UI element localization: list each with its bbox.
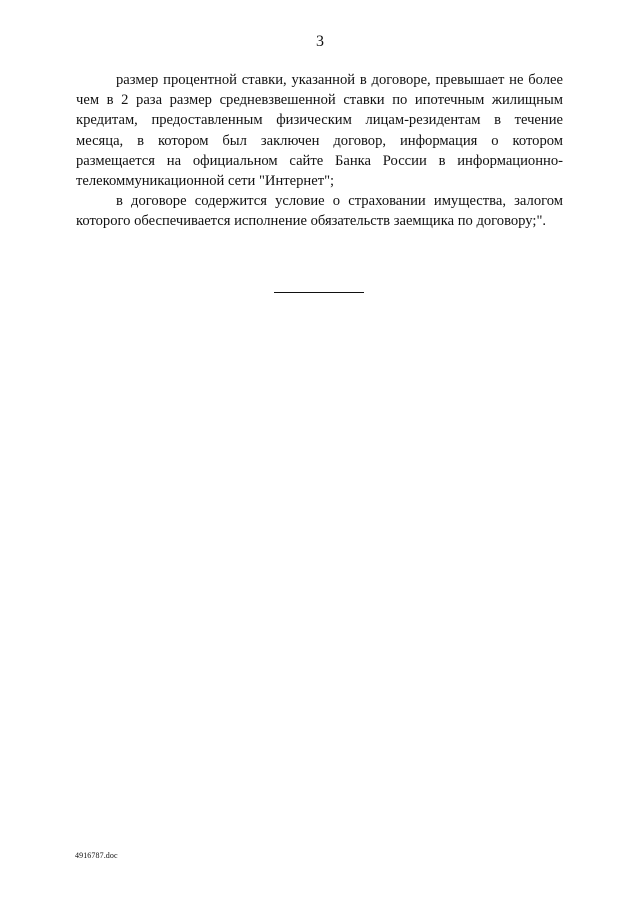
page-number: 3	[316, 33, 324, 50]
closing-divider	[274, 292, 364, 293]
document-body	[76, 70, 563, 232]
paragraph-interest-rate: размер процентной ставки, указанной в договоре, превышает не более чем в 2 раза размер средневзвешенной ставки по ипотечным жилищным кредитам, предоставленным физическим лицам-резидентам в течение месяца, в котором был заключен договор, информация о котором размещается на официальном сайте Банка России в информационно-телекоммуникационной сети "Интернет";	[76, 72, 563, 190]
document-code: 4916787.doc	[75, 851, 118, 860]
paragraph-insurance-condition: в договоре содержится условие о страховании имущества, залогом которого обеспечивается исполнение обязательств заемщика по договору;".	[76, 193, 563, 230]
